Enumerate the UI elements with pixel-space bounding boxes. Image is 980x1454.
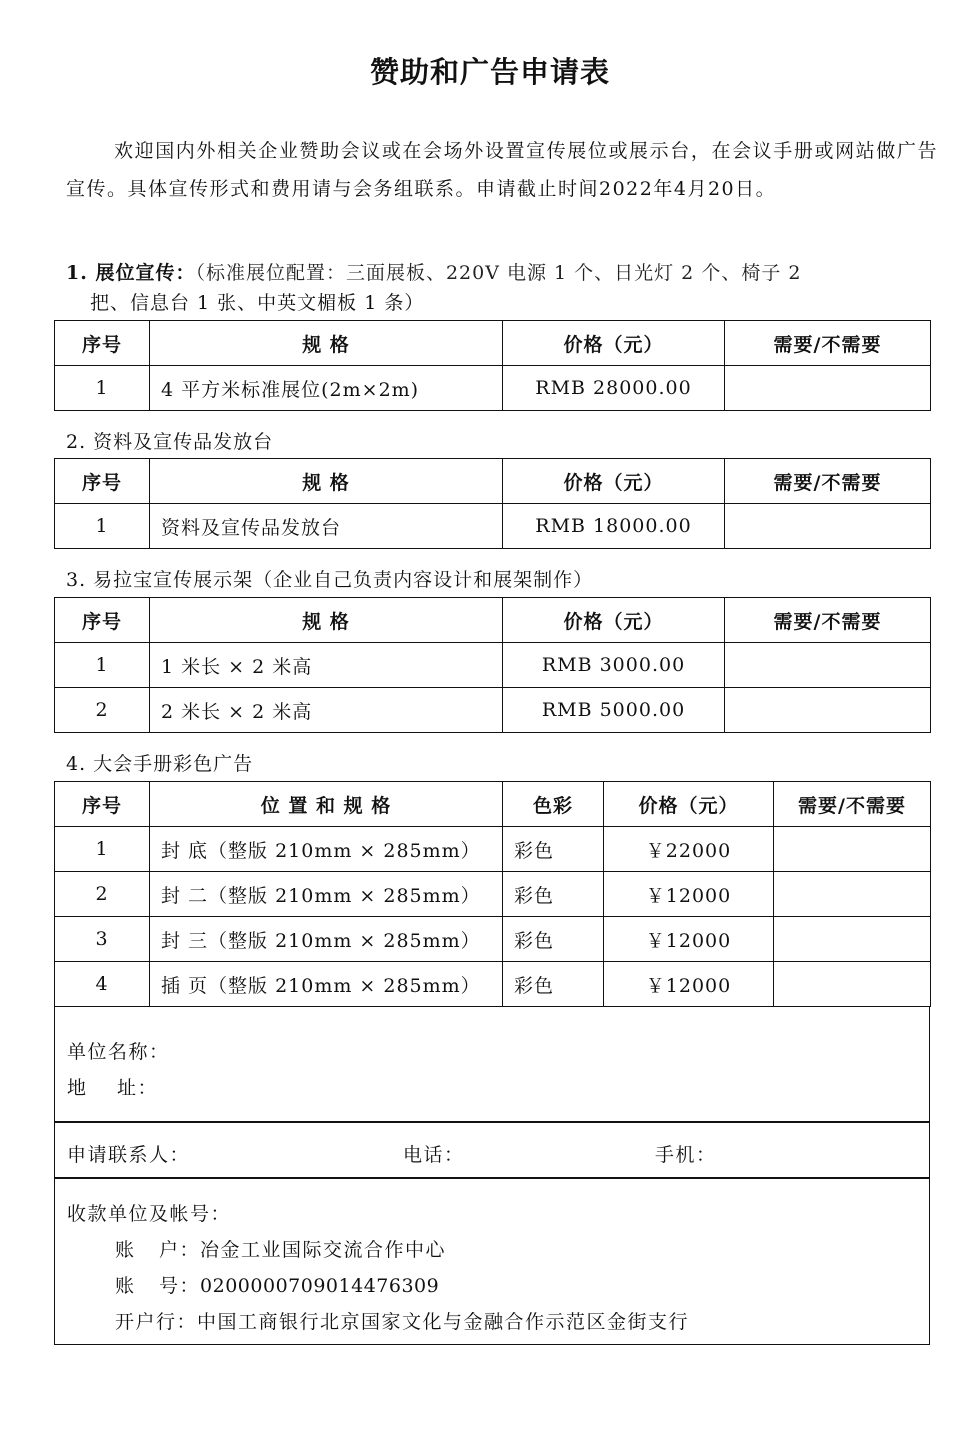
row-need-field[interactable] — [774, 917, 931, 962]
company-name-field[interactable]: 单位名称： — [67, 1041, 170, 1063]
header-no: 序号 — [55, 598, 150, 643]
table-header-row — [55, 321, 931, 366]
bank-info-box — [54, 1177, 930, 1345]
bank-heading: 收款单位及帐号： — [67, 1203, 232, 1225]
row-price: ￥22000 — [604, 827, 774, 872]
account-name-line — [115, 1235, 446, 1262]
section3-table — [54, 597, 931, 733]
section1-heading-line — [66, 258, 801, 288]
header-spec: 位 置 和 规 格 — [150, 782, 503, 827]
row-spec: 插 页（整版 210mm × 285mm） — [150, 962, 503, 1007]
row-no: 2 — [55, 872, 150, 917]
table-row — [55, 688, 931, 733]
row-spec: 1 米长 × 2 米高 — [150, 643, 503, 688]
row-no: 1 — [55, 366, 150, 411]
row-price: ￥12000 — [604, 872, 774, 917]
table-row — [55, 504, 931, 549]
table-header-row — [55, 782, 931, 827]
phone-field[interactable]: 电话： — [403, 1144, 465, 1166]
header-no: 序号 — [55, 321, 150, 366]
header-price: 价格（元） — [604, 782, 774, 827]
header-need: 需要/不需要 — [774, 782, 931, 827]
table-header-row — [55, 598, 931, 643]
row-no: 1 — [55, 643, 150, 688]
row-spec: 4 平方米标准展位(2m×2m) — [150, 366, 503, 411]
row-price: RMB 18000.00 — [503, 504, 725, 549]
header-no: 序号 — [55, 782, 150, 827]
section3-heading: 3. 易拉宝宣传展示架（企业自己负责内容设计和展架制作） — [66, 569, 594, 591]
intro-paragraph: 欢迎国内外相关企业赞助会议或在会场外设置宣传展位或展示台，在会议手册或网站做广告宣传。具体宣传形式和费用请与会务组联系。申请截止时间2022年4月20日。 — [66, 140, 938, 200]
table-header-row — [55, 459, 931, 504]
section1-note-line2: 把、信息台 1 张、中英文楣板 1 条） — [90, 292, 425, 314]
table-row — [55, 962, 931, 1007]
section2-heading: 2. 资料及宣传品发放台 — [66, 431, 274, 453]
row-need-field[interactable] — [725, 688, 931, 733]
row-color: 彩色 — [503, 962, 604, 1007]
bank-name-line — [115, 1307, 689, 1334]
bank-name-value: 中国工商银行北京国家文化与金融合作示范区金街支行 — [197, 1311, 690, 1333]
table-row — [55, 827, 931, 872]
row-need-field[interactable] — [725, 366, 931, 411]
row-price: ￥12000 — [604, 917, 774, 962]
row-spec: 封 二（整版 210mm × 285mm） — [150, 872, 503, 917]
header-no: 序号 — [55, 459, 150, 504]
account-name-value: 冶金工业国际交流合作中心 — [200, 1239, 447, 1261]
row-no: 1 — [55, 504, 150, 549]
account-no-line — [115, 1271, 439, 1298]
applicant-info-box — [54, 1007, 930, 1123]
header-spec: 规 格 — [150, 321, 503, 366]
bank-label: 开户行： — [115, 1311, 198, 1333]
row-color: 彩色 — [503, 917, 604, 962]
contact-box — [54, 1121, 930, 1179]
row-need-field[interactable] — [725, 504, 931, 549]
row-price: RMB 28000.00 — [503, 366, 725, 411]
row-no: 4 — [55, 962, 150, 1007]
row-spec: 封 三（整版 210mm × 285mm） — [150, 917, 503, 962]
header-color: 色彩 — [503, 782, 604, 827]
header-need: 需要/不需要 — [725, 598, 931, 643]
table-row — [55, 643, 931, 688]
row-need-field[interactable] — [774, 872, 931, 917]
row-price: RMB 5000.00 — [503, 688, 725, 733]
row-no: 2 — [55, 688, 150, 733]
row-need-field[interactable] — [725, 643, 931, 688]
row-need-field[interactable] — [774, 827, 931, 872]
address-field[interactable]: 地 址： — [67, 1077, 159, 1099]
row-spec: 封 底（整版 210mm × 285mm） — [150, 827, 503, 872]
section4-heading: 4. 大会手册彩色广告 — [66, 753, 254, 775]
table-row — [55, 917, 931, 962]
account-name-label: 账 户： — [115, 1239, 201, 1261]
row-no: 3 — [55, 917, 150, 962]
row-color: 彩色 — [503, 827, 604, 872]
header-spec: 规 格 — [150, 598, 503, 643]
section1-heading: 1. 展位宣传： — [66, 262, 196, 284]
header-price: 价格（元） — [503, 321, 725, 366]
section4-table — [54, 781, 931, 1007]
header-price: 价格（元） — [503, 598, 725, 643]
section1-table — [54, 320, 931, 411]
section1-note: （标准展位配置：三面展板、220V 电源 1 个、日光灯 2 个、椅子 2 — [195, 262, 802, 284]
table-row — [55, 366, 931, 411]
account-no-label: 账 号： — [115, 1275, 201, 1297]
header-need: 需要/不需要 — [725, 321, 931, 366]
header-price: 价格（元） — [503, 459, 725, 504]
row-no: 1 — [55, 827, 150, 872]
row-price: ￥12000 — [604, 962, 774, 1007]
row-need-field[interactable] — [774, 962, 931, 1007]
header-spec: 规 格 — [150, 459, 503, 504]
section2-table — [54, 458, 931, 549]
row-price: RMB 3000.00 — [503, 643, 725, 688]
account-no-value: 0200000709014476309 — [200, 1275, 440, 1297]
page-title: 赞助和广告申请表 — [369, 55, 610, 89]
mobile-field[interactable]: 手机： — [655, 1144, 717, 1166]
header-need: 需要/不需要 — [725, 459, 931, 504]
contact-person-field[interactable]: 申请联系人： — [67, 1144, 191, 1166]
row-spec: 2 米长 × 2 米高 — [150, 688, 503, 733]
table-row — [55, 872, 931, 917]
row-spec: 资料及宣传品发放台 — [150, 504, 503, 549]
row-color: 彩色 — [503, 872, 604, 917]
